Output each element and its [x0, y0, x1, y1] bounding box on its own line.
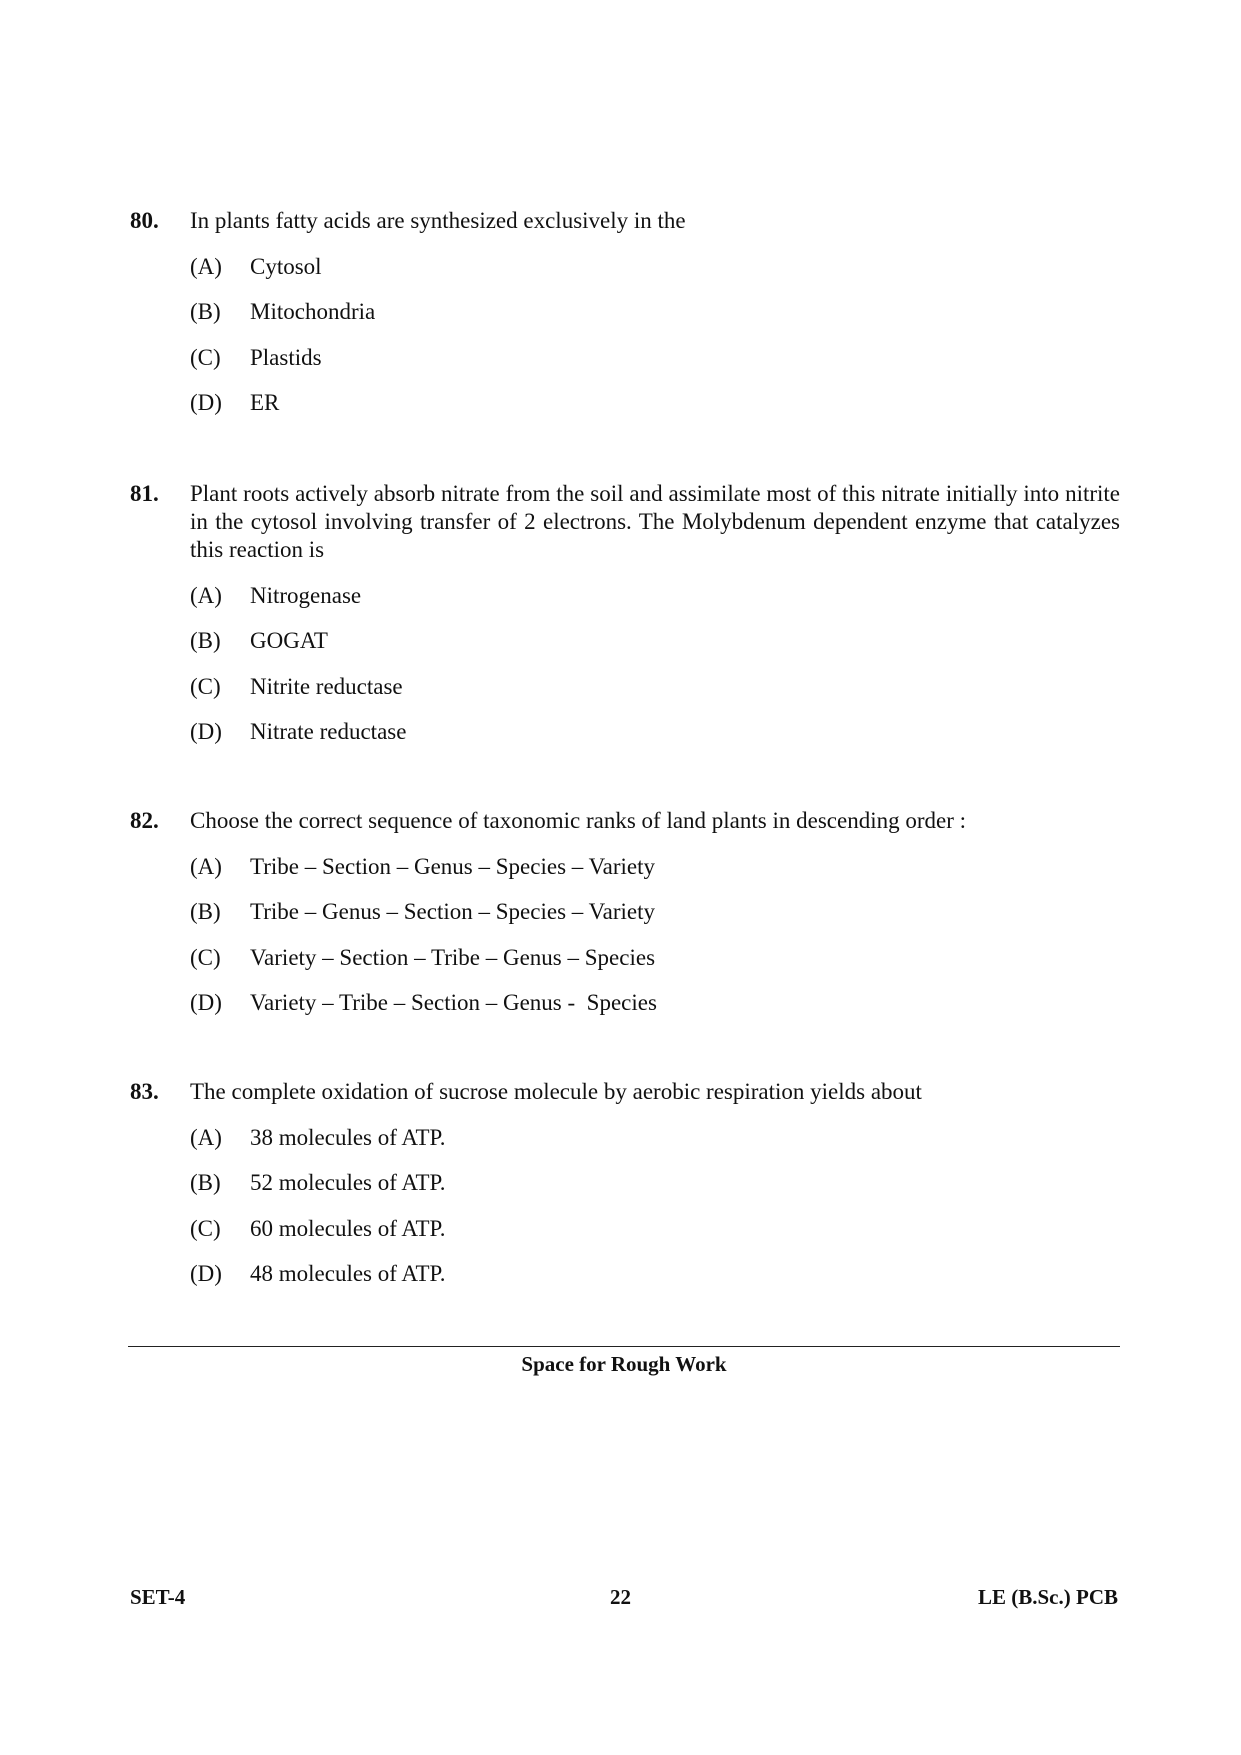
option-c — [190, 926, 1120, 972]
option-letter: (C) — [190, 344, 221, 370]
option-list — [190, 235, 1120, 417]
option-letter: (A) — [190, 582, 222, 608]
option-text: 38 molecules of ATP. — [250, 1124, 446, 1150]
option-b — [190, 881, 1120, 927]
option-letter: (B) — [190, 628, 221, 653]
option-text: Nitrate reductase — [250, 719, 407, 744]
option-d — [190, 972, 1120, 1018]
option-text: Tribe – Genus – Section – Species – Variety — [250, 899, 656, 924]
option-b — [190, 281, 1120, 327]
option-letter: (A) — [190, 253, 222, 279]
option-letter: (A) — [190, 1124, 222, 1150]
option-list — [190, 835, 1120, 1017]
option-d — [190, 701, 1120, 747]
option-d — [190, 372, 1120, 418]
option-text: Nitrogenase — [250, 582, 362, 608]
option-text: 60 molecules of ATP. — [250, 1215, 446, 1241]
option-letter: (C) — [190, 944, 221, 970]
divider-line — [128, 1346, 1120, 1347]
question-text: In plants fatty acids are synthesized exclusively in the — [190, 208, 686, 233]
option-list — [190, 564, 1120, 746]
question-82 — [130, 807, 1120, 1017]
option-d — [190, 1243, 1120, 1289]
footer-set: SET-4 — [130, 1585, 186, 1609]
option-letter: (D) — [190, 390, 222, 415]
option-text: Plastids — [250, 344, 322, 370]
option-text: Cytosol — [250, 253, 322, 279]
question-80 — [130, 207, 1120, 417]
option-letter: (C) — [190, 1215, 221, 1241]
option-letter: (B) — [190, 899, 221, 924]
question-number: 83. — [130, 1079, 159, 1104]
option-text: ER — [250, 390, 280, 415]
question-81 — [130, 480, 1120, 746]
option-letter: (A) — [190, 853, 222, 879]
option-c — [190, 1197, 1120, 1243]
rough-work-label: Space for Rough Work — [521, 1352, 727, 1376]
footer-page-number: 22 — [610, 1585, 631, 1609]
option-list — [190, 1106, 1120, 1288]
question-text: Choose the correct sequence of taxonomic ranks of land plants in descending order : — [190, 808, 967, 833]
option-letter: (D) — [190, 719, 222, 744]
option-text: GOGAT — [250, 628, 328, 653]
question-text: Plant roots actively absorb nitrate from the soil and assimilate most of this nitrate initially into nitrite in the cytosol involving transfer of 2 electrons. The Molybdenum dependent enzyme that catalyzes this reaction is — [190, 481, 1120, 562]
option-a — [190, 564, 1120, 610]
question-number: 80. — [130, 208, 159, 233]
option-letter: (B) — [190, 299, 221, 324]
option-text: Tribe – Section – Genus – Species – Variety — [250, 853, 656, 879]
option-a — [190, 835, 1120, 881]
option-text: Variety – Section – Tribe – Genus – Species — [250, 944, 656, 970]
footer-paper: LE (B.Sc.) PCB — [977, 1585, 1118, 1609]
option-b — [190, 1152, 1120, 1198]
option-letter: (C) — [190, 673, 221, 699]
option-a — [190, 1106, 1120, 1152]
option-letter: (D) — [190, 990, 222, 1015]
question-number: 82. — [130, 808, 159, 833]
option-c — [190, 655, 1120, 701]
question-83 — [130, 1078, 1120, 1288]
option-text: 48 molecules of ATP. — [250, 1261, 446, 1286]
question-text: The complete oxidation of sucrose molecule by aerobic respiration yields about — [190, 1079, 922, 1104]
option-letter: (B) — [190, 1170, 221, 1195]
question-number: 81. — [130, 481, 159, 506]
option-text: Variety – Tribe – Section – Genus - Species — [250, 990, 657, 1015]
option-a — [190, 235, 1120, 281]
option-text: Nitrite reductase — [250, 673, 403, 699]
option-c — [190, 326, 1120, 372]
option-text: 52 molecules of ATP. — [250, 1170, 446, 1195]
option-b — [190, 610, 1120, 656]
option-letter: (D) — [190, 1261, 222, 1286]
option-text: Mitochondria — [250, 299, 376, 324]
